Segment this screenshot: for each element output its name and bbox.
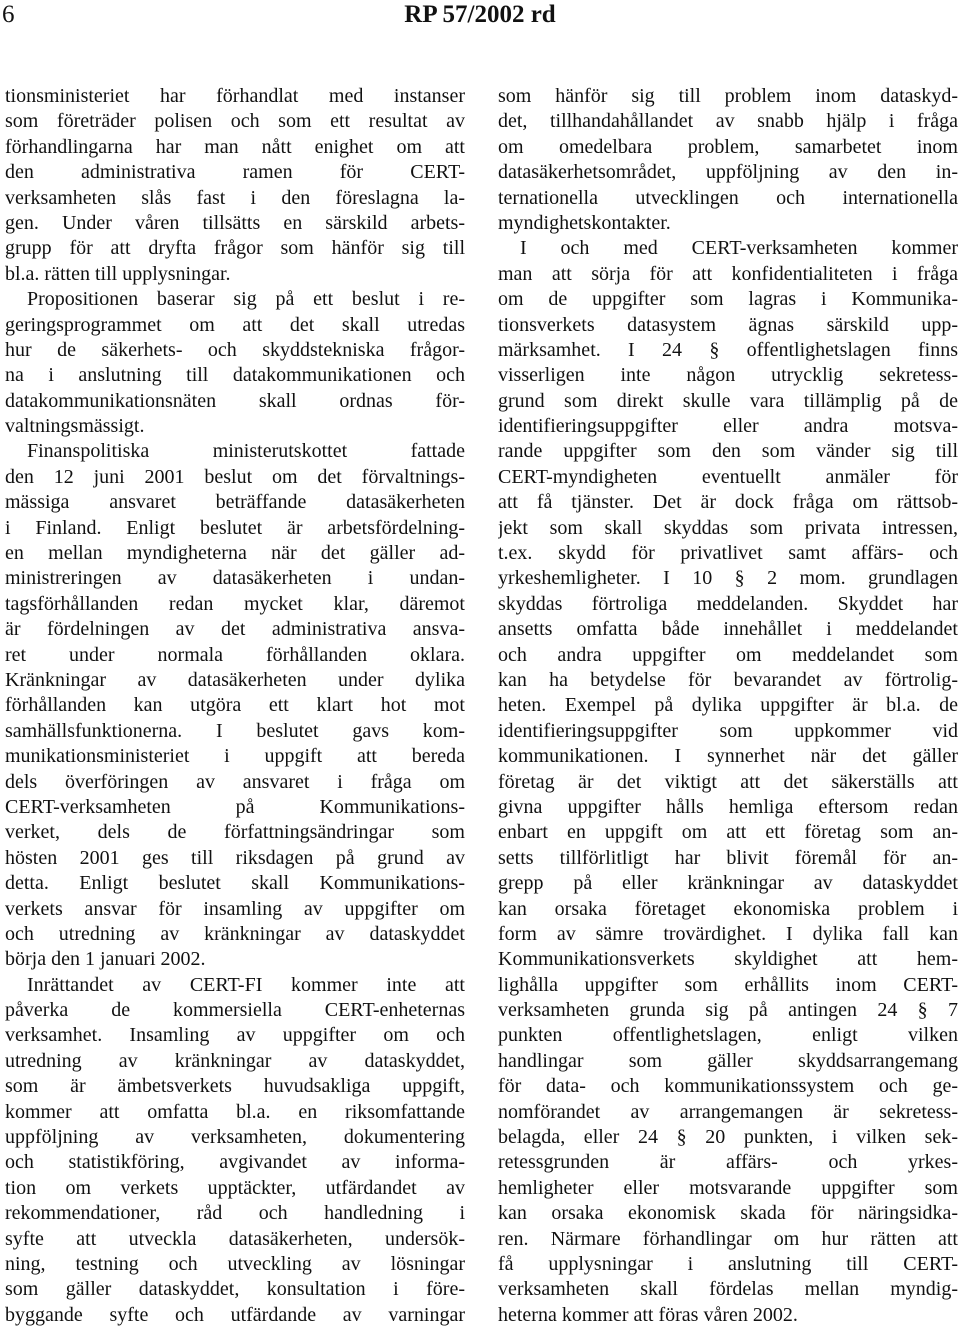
text-line: som hänför sig till problem inom dataskyd- xyxy=(498,85,958,107)
text-line: ansetts omfatta både innehållet i meddelandet xyxy=(498,618,958,641)
text-line: givna uppgifter hålls hemliga eftersom redan xyxy=(498,795,958,818)
page-header xyxy=(0,0,960,40)
text-line: myndighetskontakter. xyxy=(498,211,671,234)
text-line: ternationella utvecklingen och internationella xyxy=(498,186,958,209)
text-line: som gäller dataskyddet, konsultation i före- xyxy=(5,1278,465,1301)
text-line: hemligheter eller motsvarande uppgifter som xyxy=(498,1176,958,1199)
text-line: kommunikationen. I synnerhet när det gäller xyxy=(498,745,958,768)
text-line: det, tillhandahållandet av snabb hjälp i fråga xyxy=(498,110,958,133)
page-number: 6 xyxy=(2,1,15,28)
text-line: att få tjänster. Det är dock fråga om rättsob- xyxy=(498,491,958,514)
text-line: hösten 2001 ges till riksdagen på grund av xyxy=(5,846,465,869)
text-line: ministreringen av datasäkerheten i undan- xyxy=(5,567,465,590)
text-line: påverka de kommersiella CERT-enheternas xyxy=(5,999,465,1022)
text-line: setts tillförlitligt har blivit föremål för an- xyxy=(498,846,958,869)
text-line: kan orsaka ekonomisk skada för näringsidka- xyxy=(498,1202,958,1225)
text-line: Propositionen baserar sig på ett beslut i re- xyxy=(27,288,465,311)
text-line: byggande syfte och utfärdande av varningar xyxy=(5,1303,465,1326)
text-line: kan orsaka företaget ekonomiska problem i xyxy=(498,897,958,920)
text-line: om omedelbara problem, samarbetet inom xyxy=(498,135,958,158)
text-line: datakommunikationsnäten skall ordnas för- xyxy=(5,389,465,412)
text-line: dels överföringen av ansvaret i fråga om xyxy=(5,770,465,793)
text-line: tionsministeriet har förhandlat med instanser xyxy=(5,85,465,107)
text-line: identifieringsuppgifter eller andra motsva- xyxy=(498,415,958,438)
text-line: Kränkningar av datasäkerheten under dylika xyxy=(5,668,465,691)
text-line: heterna kommer att föras våren 2002. xyxy=(498,1303,798,1326)
text-line: ning, testning och utveckling av lösningar xyxy=(5,1252,465,1275)
text-line: form av sämre trovärdighet. I dylika fall kan xyxy=(498,922,958,945)
text-line: rekommendationer, råd och handledning i xyxy=(5,1202,465,1225)
text-line: t.ex. skydd för privatlivet samt affärs- och xyxy=(498,542,958,565)
text-line: enbart en uppgift om att ett företag som an- xyxy=(498,821,958,844)
text-line: rande uppgifter som den som vänder sig till xyxy=(498,440,958,463)
text-line: mässiga ansvaret beträffande datasäkerheten xyxy=(5,491,465,514)
text-line: lighålla uppgifter som erhållits inom CERT- xyxy=(498,973,958,996)
text-line: verket, dels de författningsändringar som xyxy=(5,821,465,844)
text-line: yrkeshemligheter. I 10 § 2 mom. grundlagen xyxy=(498,567,958,590)
text-line: bl.a. rätten till upplysningar. xyxy=(5,262,231,285)
text-line: jekt som skall skyddas som privata intressen, xyxy=(498,516,958,539)
text-line: geringsprogrammet om att det skall utredas xyxy=(5,313,465,336)
text-line: som är ämbetsverkets huvudsakliga uppgift, xyxy=(5,1075,465,1098)
text-line: nomförandet av arrangemangen är sekretess- xyxy=(498,1100,958,1123)
text-line: gen. Under våren tillsätts en särskild arbets- xyxy=(5,211,465,234)
text-line: visserligen inte någon utrycklig sekretess- xyxy=(498,364,958,387)
left-column xyxy=(5,84,465,1328)
text-line: grund som direkt skulle vara tillämplig på de xyxy=(498,389,958,412)
text-line: Inrättandet av CERT-FI kommer inte att xyxy=(27,973,465,996)
text-line: CERT-myndigheten eventuellt anmäler för xyxy=(498,465,958,488)
text-line: samhällsfunktionerna. I beslutet gavs kom- xyxy=(5,719,465,742)
text-line: förhållanden kan utgöra ett klart hot mot xyxy=(5,694,465,717)
text-line: skyddas förtroliga meddelanden. Skyddet har xyxy=(498,592,958,615)
text-line: och statistikföring, avgivandet av informa- xyxy=(5,1151,465,1174)
text-line: syfte att utveckla datasäkerheten, undersök- xyxy=(5,1227,465,1250)
text-line: heten. Exempel på dylika uppgifter är bl.a. de xyxy=(498,694,958,717)
text-line: tion om verkets upptäckter, utfärdandet av xyxy=(5,1176,465,1199)
text-line: uppföljning av verksamheten, dokumentering xyxy=(5,1126,465,1149)
text-line: kan ha betydelse för bevarandet av förtrolig- xyxy=(498,668,958,691)
text-line: belagda, eller 24 § 20 punkten, i vilken sek- xyxy=(498,1126,958,1149)
text-line: ren. Närmare förhandlingar om hur rätten att xyxy=(498,1227,958,1250)
right-column xyxy=(498,84,958,1328)
text-line: om de uppgifter som lagras i Kommunika- xyxy=(498,288,958,311)
text-line: retessgrunden är affärs- och yrkes- xyxy=(498,1151,958,1174)
text-line: ret under normala förhållanden oklara. xyxy=(5,643,465,666)
text-line: man att sörja för att konfidentialiteten i fråga xyxy=(498,262,958,285)
text-line: punkten offentlighetslagen, enligt vilken xyxy=(498,1024,958,1047)
text-line: utredning av kränkningar av dataskyddet, xyxy=(5,1049,465,1072)
text-line: den administrativa ramen för CERT- xyxy=(5,161,465,184)
text-line: valtningsmässigt. xyxy=(5,415,145,438)
text-line: som företräder polisen och som ett resultat av xyxy=(5,110,465,133)
text-line: verksamhet. Insamling av uppgifter om och xyxy=(5,1024,465,1047)
text-line: handlingar som gäller skyddsarrangemang xyxy=(498,1049,958,1072)
text-line: detta. Enligt beslutet skall Kommunikations- xyxy=(5,872,465,895)
text-line: få upplysningar i anslutning till CERT- xyxy=(498,1252,958,1275)
text-line: Finanspolitiska ministerutskottet fattade xyxy=(27,440,465,463)
text-line: hur de säkerhets- och skyddstekniska frågor- xyxy=(5,338,465,361)
text-line: munikationsministeriet i uppgift att bereda xyxy=(5,745,465,768)
text-line: och utredning av kränkningar av dataskyddet xyxy=(5,922,465,945)
text-line: grupp för att dryfta frågor som hänför sig till xyxy=(5,237,465,260)
text-line: förhandlingarna har man nått enighet om att xyxy=(5,135,465,158)
text-line: identifieringsuppgifter som uppkommer vid xyxy=(498,719,958,742)
text-line: märksamhet. I 24 § offentlighetslagen finns xyxy=(498,338,958,361)
document-id: RP 57/2002 rd xyxy=(404,1,556,28)
text-line: verksamheten skall fördelas mellan myndig- xyxy=(498,1278,958,1301)
text-line: verkets ansvar för insamling av uppgifter om xyxy=(5,897,465,920)
text-line: Kommunikationsverkets skyldighet att hem- xyxy=(498,948,958,971)
text-line: datasäkerhetsområdet, uppföljning av den in- xyxy=(498,161,958,184)
text-line: och andra uppgifter om meddelandet som xyxy=(498,643,958,666)
text-line: kommer att omfatta bl.a. en riksomfattande xyxy=(5,1100,465,1123)
text-line: grepp på eller kränkningar av dataskyddet xyxy=(498,872,958,895)
text-line: I och med CERT-verksamheten kommer xyxy=(520,237,958,260)
text-line: i Finland. Enligt beslutet är arbetsfördelning- xyxy=(5,516,465,539)
text-line: CERT-verksamheten på Kommunikations- xyxy=(5,795,465,818)
text-line: na i anslutning till datakommunikationen och xyxy=(5,364,465,387)
text-line: en mellan myndigheterna när det gäller ad- xyxy=(5,542,465,565)
text-line: verksamheten grunda sig på antingen 24 § 7 xyxy=(498,999,958,1022)
text-line: för data- och kommunikationssystem och ge- xyxy=(498,1075,958,1098)
text-line: företag är det viktigt att det säkerställs att xyxy=(498,770,958,793)
text-line: den 12 juni 2001 beslut om det förvaltnings- xyxy=(5,465,465,488)
text-line: verksamheten slås fast i den föreslagna la- xyxy=(5,186,465,209)
text-line: börja den 1 januari 2002. xyxy=(5,948,206,971)
text-line: är fördelningen av det administrativa ansva- xyxy=(5,618,465,641)
text-line: tagsförhållanden redan mycket klar, däremot xyxy=(5,592,465,615)
text-line: tionsverkets datasystem ägnas särskild upp- xyxy=(498,313,958,336)
